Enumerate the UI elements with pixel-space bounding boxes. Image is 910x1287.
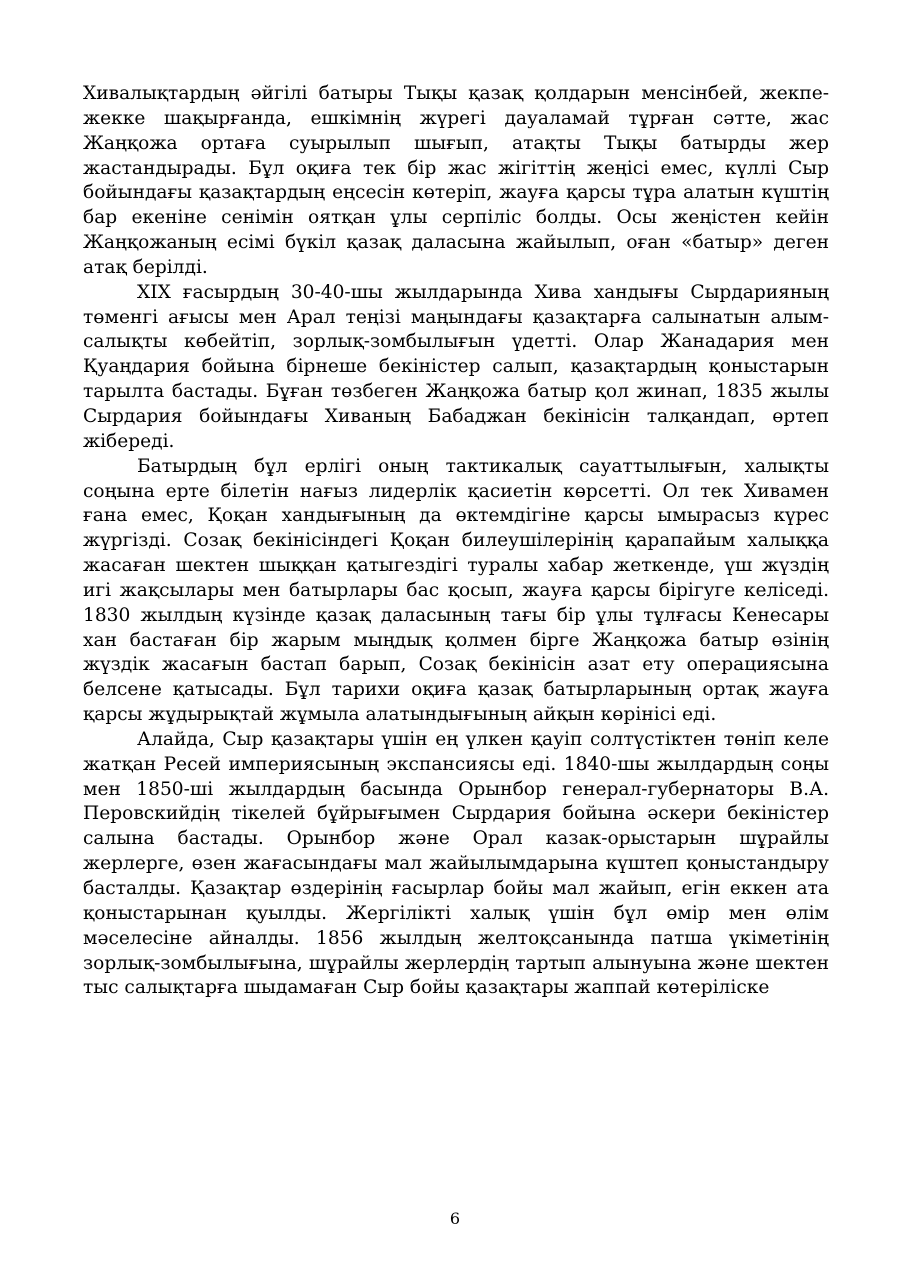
paragraph-russian-expansion: Алайда, Сыр қазақтары үшін ең үлкен қауіп солтүстіктен төніп келе жатқан Ресей империясының экспансиясы еді. 1840-шы жылдардың соңы мен 1850-ші жылдардың басында Орынбор генерал-губернаторы В.А. Перовскийдің тікелей бұйрығымен Сырдария бойына әскери бекіністер салына бастады. Орынбор және Орал казак-орыстарын шұрайлы жерлерге, өзен жағасындағы мал жайылымдарына күштеп қоныстандыру басталды. Қазақтар өздерінің ғасырлар бойы мал жайып, егін еккен ата қоныстарынан қуылды. Жергілікті халық үшін бұл өмір мен өлім мәселесіне айналды. 1856 жылдың желтоқсанында патша үкіметінің зорлық-зомбылығына, шұрайлы жерлердің тартып алынуына және шектен тыс салықтарға шыдамаған Сыр бойы қазақтары жаппай көтеріліске [83,728,829,999]
paragraph-khiva-oppression: XIX ғасырдың 30-40-шы жылдарында Хива хандығы Сырдарияның төменгі ағысы мен Арал теңізі маңындағы қазақтарға салынатын алым-салықты көбейтіп, зорлық-зомбылығын үдетті. Олар Жанадария мен Қуаңдария бойына бірнеше бекіністер салып, қазақтардың қоныстарын тарылта бастады. Бұған төзбеген Жаңқожа батыр қол жинап, 1835 жылы Сырдария бойындағы Хиваның Бабаджан бекінісін талқандап, өртеп жібереді. [83,281,829,452]
paragraph-sozak-fortress: Батырдың бұл ерлігі оның тактикалық сауаттылығын, халықты соңына ерте білетін нағыз лидерлік қасиетін көрсетті. Ол тек Хивамен ғана емес, Қоқан хандығының да өктемдігіне қарсы ымырасыз күрес жүргізді. Созақ бекінісіндегі Қоқан билеушілерінің қарапайым халыққа жасаған шектен шыққан қатыгездігі туралы хабар жеткенде, үш жүздің игі жақсылары мен батырлары бас қосып, жауға қарсы бірігуге келіседі. 1830 жылдың күзінде қазақ даласының тағы бір ұлы тұлғасы Кенесары хан бастаған бір жарым мыңдық қолмен бірге Жаңқожа батыр өзінің жүздік жасағын бастап барып, Созақ бекінісін азат ету операциясына белсене қатысады. Бұл тарихи оқиға қазақ батырларының ортақ жауға қарсы жұдырықтай жұмыла алатындығының айқын көрінісі еді. [83,455,829,726]
paragraph-batyr-victory: Хивалықтардың әйгілі батыры Тықы қазақ қолдарын менсінбей, жекпе-жекке шақырғанда, ешкімнің жүрегі дауаламай тұрған сәтте, жас Жаңқожа ортаға суырылып шығып, атақты Тықы батырды жер жастандырады. Бұл оқиға тек бір жас жігіттің жеңісі емес, күллі Сыр бойындағы қазақтардың еңсесін көтеріп, жауға қарсы тұра алатын күштің бар екеніне сенімін оятқан ұлы серпіліс болды. Осы жеңістен кейін Жаңқожаның есімі бүкіл қазақ даласына жайылып, оған «батыр» деген атақ берілді. [83,83,829,278]
page-number: 6 [449,1209,461,1228]
document-body [83,82,829,1001]
